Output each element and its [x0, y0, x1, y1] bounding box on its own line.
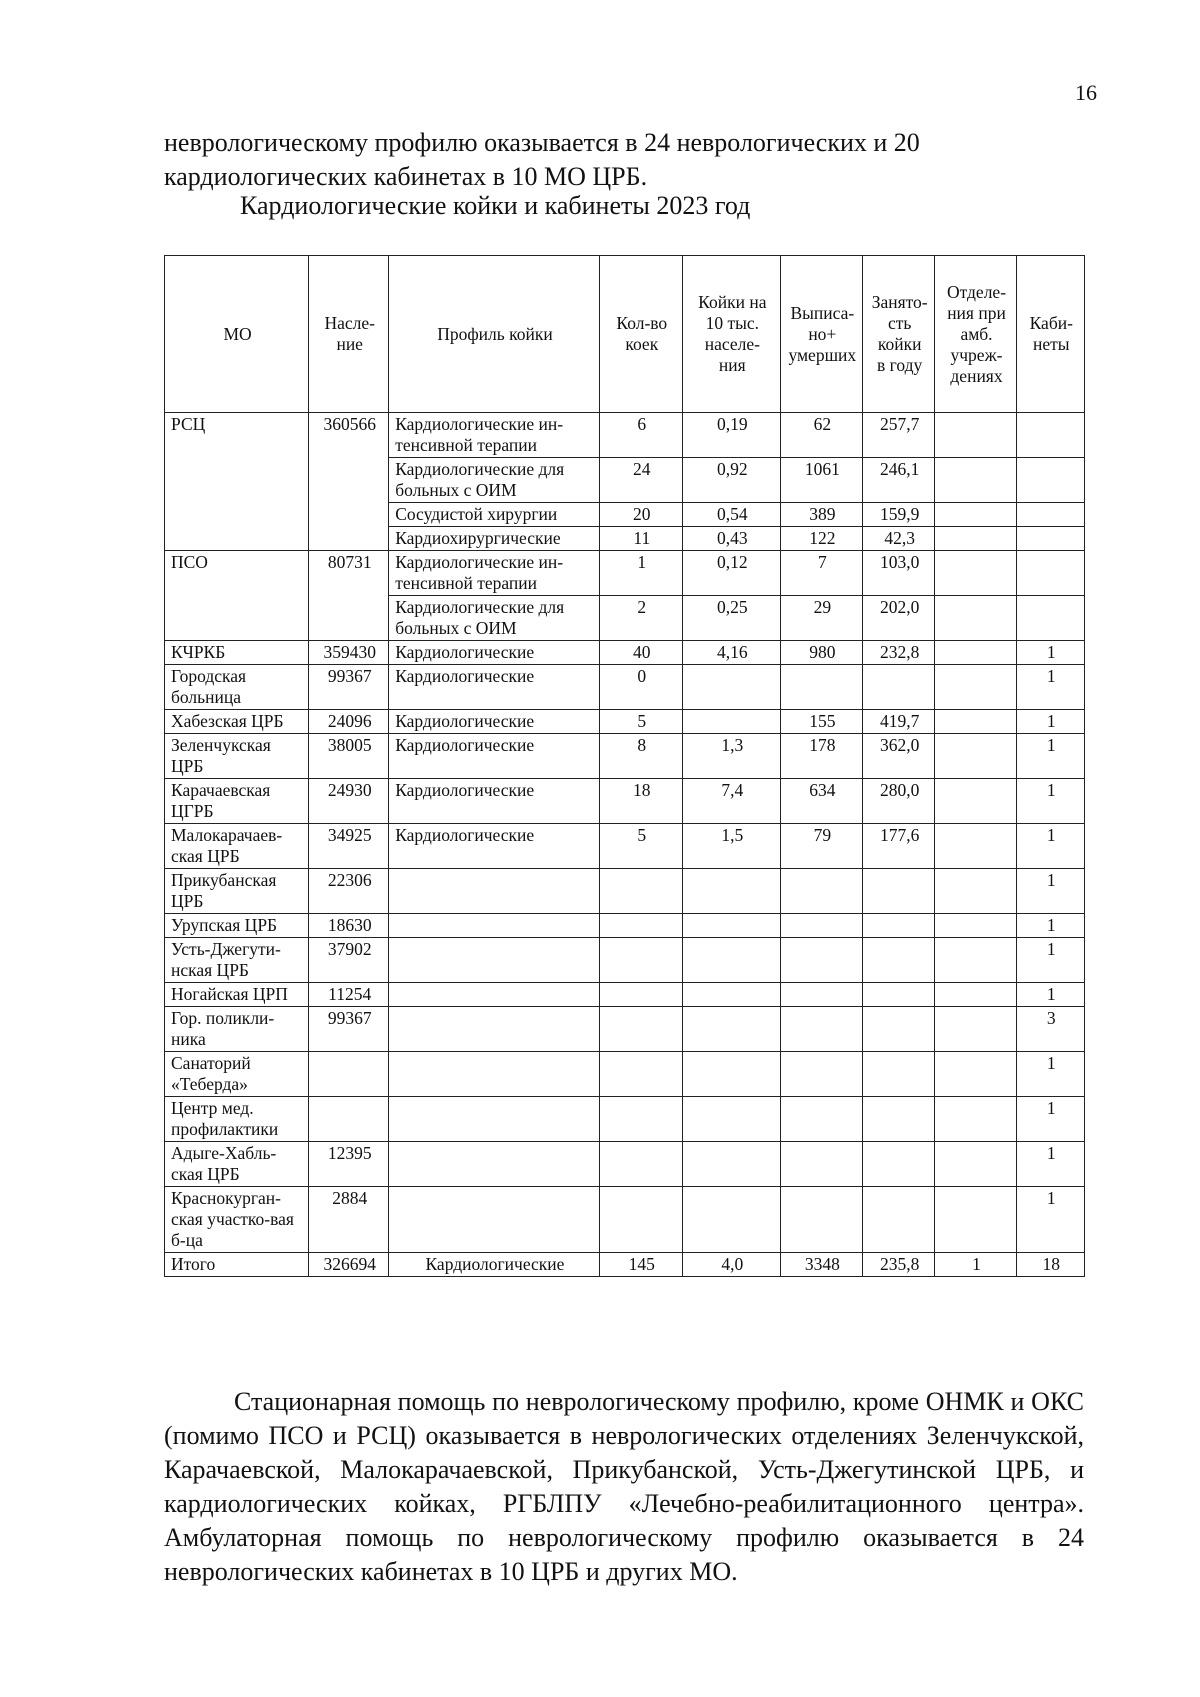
- bed-profile-cell: Кардиологические для больных с ОИМ: [389, 596, 600, 641]
- cabinets-cell: [1016, 596, 1084, 641]
- bed-profile-cell: [389, 869, 600, 914]
- bed-profile-cell: [389, 983, 600, 1007]
- cabinets-cell: [1016, 413, 1084, 458]
- departments-cell: [935, 527, 1016, 551]
- occupancy-cell: [862, 1097, 935, 1142]
- discharged-cell: 178: [780, 734, 862, 779]
- total-row: [165, 1253, 1085, 1277]
- cabinets-cell: 1: [1016, 1142, 1084, 1187]
- bed-profile-cell: Сосудистой хирургии: [389, 503, 600, 527]
- bed-count-cell: 6: [599, 413, 682, 458]
- bed-count-cell: [599, 938, 682, 983]
- mo-name-cell: Гор. поликли-ника: [165, 1007, 309, 1052]
- cabinets-cell: 1: [1016, 869, 1084, 914]
- departments-cell: [935, 1097, 1016, 1142]
- occupancy-cell: [862, 1052, 935, 1097]
- occupancy-cell: 257,7: [862, 413, 935, 458]
- bed-count-cell: [599, 1142, 682, 1187]
- discharged-cell: 389: [780, 503, 862, 527]
- cabinets-cell: [1016, 551, 1084, 596]
- table-row: [165, 779, 1085, 824]
- population-cell: [309, 1097, 389, 1142]
- beds-per-10k-cell: [682, 1007, 780, 1052]
- occupancy-cell: 280,0: [862, 779, 935, 824]
- discharged-cell: [780, 983, 862, 1007]
- departments-cell: [935, 551, 1016, 596]
- population-cell: 24930: [309, 779, 389, 824]
- occupancy-cell: [862, 665, 935, 710]
- cabinets-cell: 1: [1016, 983, 1084, 1007]
- discharged-cell: 79: [780, 824, 862, 869]
- bed-count-cell: 20: [599, 503, 682, 527]
- discharged-cell: 62: [780, 413, 862, 458]
- bed-count-cell: 2: [599, 596, 682, 641]
- mo-name-cell: Краснокурган-ская участко-вая б-ца: [165, 1187, 309, 1253]
- cabinets-cell: [1016, 527, 1084, 551]
- departments-cell: [935, 665, 1016, 710]
- table-row: [165, 1007, 1085, 1052]
- departments-cell: [935, 1187, 1016, 1253]
- occupancy-cell: [862, 938, 935, 983]
- cabinets-cell: 1: [1016, 914, 1084, 938]
- beds-per-10k-cell: 0,54: [682, 503, 780, 527]
- discharged-cell: 29: [780, 596, 862, 641]
- discharged-cell: [780, 1007, 862, 1052]
- beds-per-10k-cell: [682, 665, 780, 710]
- beds-per-10k-cell: 0,19: [682, 413, 780, 458]
- bed-count-cell: 24: [599, 458, 682, 503]
- table-row: [165, 914, 1085, 938]
- departments-cell: [935, 983, 1016, 1007]
- bed-profile-cell: Кардиологические: [389, 710, 600, 734]
- population-cell: 37902: [309, 938, 389, 983]
- mo-name-cell: Карачаевская ЦГРБ: [165, 779, 309, 824]
- mo-name-cell: Усть-Джегути-нская ЦРБ: [165, 938, 309, 983]
- mo-name-cell: Санаторий «Теберда»: [165, 1052, 309, 1097]
- beds-per-10k-cell: [682, 938, 780, 983]
- population-cell: 359430: [309, 641, 389, 665]
- bed-count-cell: 18: [599, 779, 682, 824]
- departments-cell: [935, 596, 1016, 641]
- beds-per-10k-cell: 1,5: [682, 824, 780, 869]
- beds-per-10k-cell: 0,25: [682, 596, 780, 641]
- cabinets-cell: 3: [1016, 1007, 1084, 1052]
- bed-profile-cell: [389, 1052, 600, 1097]
- discharged-cell: 634: [780, 779, 862, 824]
- intro-paragraph: неврологическому профилю оказывается в 24 неврологических и 20 кардиологических кабинетах в 10 МО ЦРБ.: [164, 128, 920, 191]
- bed-profile-cell: Кардиологические ин-тенсивной терапии: [389, 413, 600, 458]
- bed-count-cell: 5: [599, 710, 682, 734]
- bed-profile-cell: [389, 914, 600, 938]
- cabinets-cell: 1: [1016, 938, 1084, 983]
- mo-name-cell: Урупская ЦРБ: [165, 914, 309, 938]
- occupancy-cell: 42,3: [862, 527, 935, 551]
- occupancy-cell: [862, 914, 935, 938]
- table-row: [165, 551, 1085, 596]
- beds-per-10k-cell: 4,16: [682, 641, 780, 665]
- table-row: [165, 1052, 1085, 1097]
- departments-cell: [935, 938, 1016, 983]
- population-cell: 11254: [309, 983, 389, 1007]
- cabinets-cell: [1016, 503, 1084, 527]
- discharged-cell: 3348: [780, 1253, 862, 1277]
- table-caption: Кардиологические койки и кабинеты 2023 год: [240, 191, 751, 220]
- departments-cell: 1: [935, 1253, 1016, 1277]
- population-cell: 2884: [309, 1187, 389, 1253]
- discharged-cell: 7: [780, 551, 862, 596]
- population-cell: 80731: [309, 551, 389, 641]
- header-beds-per-10k: Койки на 10 тыс. населе- ния: [682, 256, 780, 413]
- bed-profile-cell: Кардиологические ин-тенсивной терапии: [389, 551, 600, 596]
- discharged-cell: [780, 914, 862, 938]
- table-row: [165, 710, 1085, 734]
- page-number: 16: [1075, 80, 1097, 105]
- beds-per-10k-cell: [682, 1187, 780, 1253]
- cabinets-cell: 1: [1016, 710, 1084, 734]
- population-cell: 99367: [309, 1007, 389, 1052]
- occupancy-cell: [862, 869, 935, 914]
- table-header-row: [165, 256, 1085, 413]
- total-label-cell: Итого: [165, 1253, 309, 1277]
- population-cell: 12395: [309, 1142, 389, 1187]
- beds-per-10k-cell: [682, 710, 780, 734]
- discharged-cell: 1061: [780, 458, 862, 503]
- occupancy-cell: [862, 983, 935, 1007]
- beds-per-10k-cell: 0,12: [682, 551, 780, 596]
- bed-count-cell: [599, 1052, 682, 1097]
- occupancy-cell: 246,1: [862, 458, 935, 503]
- departments-cell: [935, 458, 1016, 503]
- header-bed-profile: Профиль койки: [389, 256, 600, 413]
- departments-cell: [935, 914, 1016, 938]
- table-row: [165, 1142, 1085, 1187]
- departments-cell: [935, 1052, 1016, 1097]
- beds-per-10k-cell: 4,0: [682, 1253, 780, 1277]
- beds-per-10k-cell: [682, 1052, 780, 1097]
- beds-per-10k-cell: [682, 869, 780, 914]
- table-row: [165, 734, 1085, 779]
- discharged-cell: [780, 1187, 862, 1253]
- discharged-cell: [780, 1142, 862, 1187]
- mo-name-cell: Городская больница: [165, 665, 309, 710]
- table-row: [165, 641, 1085, 665]
- mo-name-cell: Центр мед. профилактики: [165, 1097, 309, 1142]
- cabinets-cell: 1: [1016, 734, 1084, 779]
- bed-count-cell: [599, 1097, 682, 1142]
- occupancy-cell: 177,6: [862, 824, 935, 869]
- population-cell: 34925: [309, 824, 389, 869]
- occupancy-cell: 362,0: [862, 734, 935, 779]
- occupancy-cell: [862, 1187, 935, 1253]
- discharged-cell: [780, 665, 862, 710]
- occupancy-cell: 202,0: [862, 596, 935, 641]
- cabinets-cell: 1: [1016, 1097, 1084, 1142]
- departments-cell: [935, 824, 1016, 869]
- bed-profile-cell: [389, 1007, 600, 1052]
- cabinets-cell: [1016, 458, 1084, 503]
- bed-count-cell: 145: [599, 1253, 682, 1277]
- cabinets-cell: 1: [1016, 641, 1084, 665]
- departments-cell: [935, 641, 1016, 665]
- mo-name-cell: Адыге-Хабль-ская ЦРБ: [165, 1142, 309, 1187]
- bed-profile-cell: [389, 938, 600, 983]
- cardiology-beds-table: [164, 255, 1085, 1277]
- table-row: [165, 1097, 1085, 1142]
- bed-profile-cell: Кардиологические: [389, 665, 600, 710]
- bed-count-cell: 5: [599, 824, 682, 869]
- cabinets-cell: 1: [1016, 665, 1084, 710]
- table-row: [165, 938, 1085, 983]
- departments-cell: [935, 1007, 1016, 1052]
- departments-cell: [935, 734, 1016, 779]
- mo-name-cell: РСЦ: [165, 413, 309, 551]
- departments-cell: [935, 710, 1016, 734]
- header-cabinets: Каби- неты: [1016, 256, 1084, 413]
- bed-count-cell: 8: [599, 734, 682, 779]
- mo-name-cell: ПСО: [165, 551, 309, 641]
- discharged-cell: 155: [780, 710, 862, 734]
- population-cell: 18630: [309, 914, 389, 938]
- bed-count-cell: 0: [599, 665, 682, 710]
- population-cell: 24096: [309, 710, 389, 734]
- population-cell: 99367: [309, 665, 389, 710]
- bed-count-cell: [599, 869, 682, 914]
- beds-per-10k-cell: [682, 914, 780, 938]
- population-cell: 326694: [309, 1253, 389, 1277]
- header-occupancy: Занято- сть койки в году: [862, 256, 935, 413]
- bed-profile-cell: Кардиологические для больных с ОИМ: [389, 458, 600, 503]
- cabinets-cell: 18: [1016, 1253, 1084, 1277]
- mo-name-cell: Прикубанская ЦРБ: [165, 869, 309, 914]
- beds-per-10k-cell: 0,92: [682, 458, 780, 503]
- bed-count-cell: [599, 914, 682, 938]
- bed-count-cell: [599, 1007, 682, 1052]
- header-bed-count: Кол-во коек: [599, 256, 682, 413]
- header-discharged: Выписа- но+ умерших: [780, 256, 862, 413]
- beds-per-10k-cell: [682, 983, 780, 1007]
- discharged-cell: 122: [780, 527, 862, 551]
- occupancy-cell: [862, 1142, 935, 1187]
- occupancy-cell: 419,7: [862, 710, 935, 734]
- occupancy-cell: 235,8: [862, 1253, 935, 1277]
- bed-profile-cell: Кардиохирургические: [389, 527, 600, 551]
- bed-profile-cell: Кардиологические: [389, 824, 600, 869]
- mo-name-cell: Ногайская ЦРП: [165, 983, 309, 1007]
- population-cell: 360566: [309, 413, 389, 551]
- table-row: [165, 413, 1085, 458]
- beds-per-10k-cell: 7,4: [682, 779, 780, 824]
- bed-profile-cell: Кардиологические: [389, 1253, 600, 1277]
- cabinets-cell: 1: [1016, 779, 1084, 824]
- population-cell: 38005: [309, 734, 389, 779]
- cabinets-cell: 1: [1016, 1052, 1084, 1097]
- cabinets-cell: 1: [1016, 824, 1084, 869]
- beds-per-10k-cell: [682, 1142, 780, 1187]
- bed-profile-cell: [389, 1187, 600, 1253]
- population-cell: 22306: [309, 869, 389, 914]
- table-row: [165, 1187, 1085, 1253]
- header-population: Насле- ние: [309, 256, 389, 413]
- bed-count-cell: 11: [599, 527, 682, 551]
- table-row: [165, 824, 1085, 869]
- header-mo: МО: [165, 256, 309, 413]
- departments-cell: [935, 869, 1016, 914]
- occupancy-cell: 159,9: [862, 503, 935, 527]
- cabinets-cell: 1: [1016, 1187, 1084, 1253]
- discharged-cell: [780, 1052, 862, 1097]
- bed-count-cell: [599, 1187, 682, 1253]
- mo-name-cell: КЧРКБ: [165, 641, 309, 665]
- mo-name-cell: Зеленчукская ЦРБ: [165, 734, 309, 779]
- table-row: [165, 665, 1085, 710]
- occupancy-cell: 232,8: [862, 641, 935, 665]
- bed-count-cell: 40: [599, 641, 682, 665]
- closing-paragraph: Стационарная помощь по неврологическому профилю, кроме ОНМК и ОКС (помимо ПСО и РСЦ) оказывается в неврологических отделениях Зеленчукской, Карачаевской, Малокарачаевской, Прикубанской, Усть-Джегутинской ЦРБ, и кардиологических койках, РГБЛПУ «Лечебно-реабилитационного центра». Амбулаторная помощь по неврологическому профилю оказывается в 24 неврологических кабинетах в 10 ЦРБ и других МО.: [164, 1387, 1084, 1586]
- table-row: [165, 869, 1085, 914]
- beds-per-10k-cell: 1,3: [682, 734, 780, 779]
- bed-profile-cell: Кардиологические: [389, 641, 600, 665]
- bed-profile-cell: [389, 1142, 600, 1187]
- departments-cell: [935, 413, 1016, 458]
- mo-name-cell: Хабезская ЦРБ: [165, 710, 309, 734]
- bed-count-cell: 1: [599, 551, 682, 596]
- table-body: [165, 413, 1085, 1277]
- bed-profile-cell: Кардиологические: [389, 779, 600, 824]
- departments-cell: [935, 1142, 1016, 1187]
- beds-per-10k-cell: 0,43: [682, 527, 780, 551]
- discharged-cell: [780, 938, 862, 983]
- population-cell: [309, 1052, 389, 1097]
- occupancy-cell: [862, 1007, 935, 1052]
- header-outpatient-departments: Отделе- ния при амб. учреж- дениях: [935, 256, 1016, 413]
- discharged-cell: [780, 1097, 862, 1142]
- discharged-cell: 980: [780, 641, 862, 665]
- discharged-cell: [780, 869, 862, 914]
- beds-per-10k-cell: [682, 1097, 780, 1142]
- bed-profile-cell: [389, 1097, 600, 1142]
- departments-cell: [935, 503, 1016, 527]
- mo-name-cell: Малокарачаев-ская ЦРБ: [165, 824, 309, 869]
- bed-count-cell: [599, 983, 682, 1007]
- departments-cell: [935, 779, 1016, 824]
- bed-profile-cell: Кардиологические: [389, 734, 600, 779]
- table-row: [165, 983, 1085, 1007]
- occupancy-cell: 103,0: [862, 551, 935, 596]
